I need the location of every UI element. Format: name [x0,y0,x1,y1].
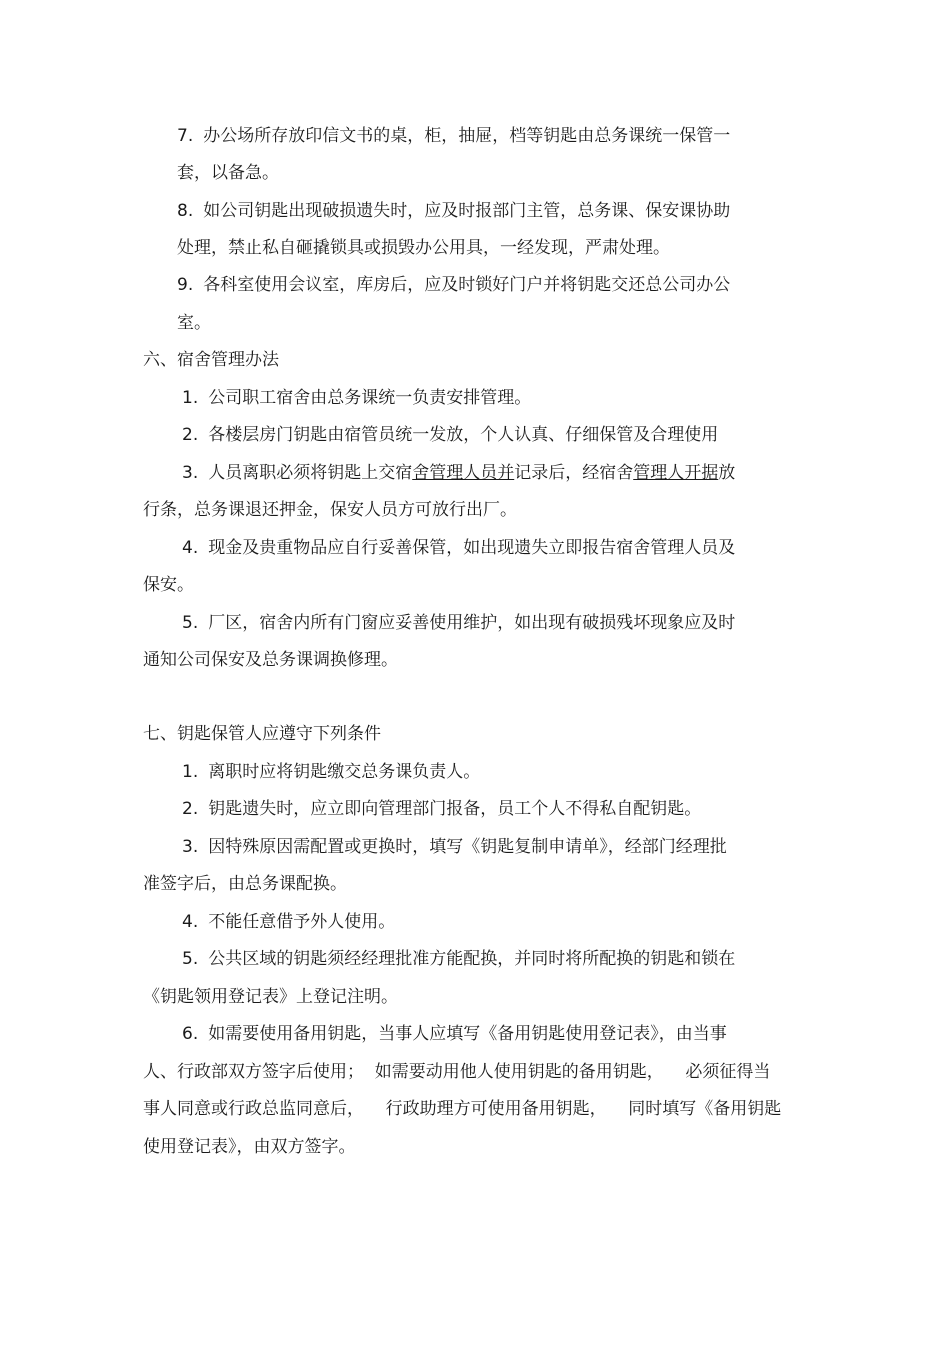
s7-item4 [182,911,395,933]
s6-item4-line2 [143,574,194,596]
s7-item6-line1 [182,1023,727,1045]
item9-line2 [177,312,211,334]
s7-item6-line2 [143,1061,770,1083]
item-number: 9. [177,275,194,295]
s7-item6-line4 [143,1136,356,1158]
item-number: 3. [182,837,199,857]
item-number: 1. [182,388,199,408]
item-number: 8. [177,201,194,221]
item-text: 放 [718,463,736,483]
section7-heading: 七、钥匙保管人应遵守下列条件 [143,724,381,744]
item-text: 如需要使用备用钥匙，当事人应填写《备用钥匙使用登记表》，由当事 [208,1024,727,1044]
item7-line1 [177,125,730,147]
item-text: 准签字后，由总务课配换。 [143,874,347,894]
s6-item4-line1 [182,537,735,559]
s6-item1 [182,387,531,409]
item-number: 4. [182,538,199,558]
item-text: 各科室使用会议室，库房后，应及时锁好门户并将钥匙交还总公司办公 [203,275,731,295]
item-number: 1. [182,762,199,782]
item-text: 公司职工宿舍由总务课统一负责安排管理。 [208,388,532,408]
item-number: 5. [182,613,199,633]
item-number: 5. [182,949,199,969]
item-text: 《钥匙领用登记表》上登记注明。 [143,987,398,1007]
item-number: 3. [182,463,199,483]
item-text: 使用登记表》，由双方签字。 [143,1137,356,1157]
s7-item2 [182,798,701,820]
item-number: 7. [177,126,194,146]
item-text: 记录后，经宿舍 [514,463,634,483]
s6-item2 [182,424,718,446]
underlined-text: 管理人开据 [633,463,719,483]
item-number: 4. [182,912,199,932]
item-text: 行条，总务课退还押金，保安人员方可放行出厂。 [143,500,517,520]
item-text: 现金及贵重物品应自行妥善保管，如出现遗失立即报告宿舍管理人员及 [208,538,736,558]
item-text: 厂区，宿舍内所有门窗应妥善使用维护，如出现有破损残坏现象应及时 [208,613,736,633]
item-text: 因特殊原因需配置或更换时，填写《钥匙复制申请单》，经部门经理批 [208,837,727,857]
item-text: 办公场所存放印信文书的桌，柜，抽屉，档等钥匙由总务课统一保管一 [203,126,731,146]
item-text: 各楼层房门钥匙由宿管员统一发放，个人认真、仔细保管及合理使用 [208,425,719,445]
item7-line2 [177,162,279,184]
section6-heading: 六、宿舍管理办法 [143,350,279,370]
s7-item3-line1 [182,836,727,858]
item8-line2 [177,237,670,259]
item-text: 人、行政部双方签字后使用； 如需要动用他人使用钥匙的备用钥匙， 必须征得当 [143,1062,771,1082]
item-text: 人员离职必须将钥匙上交宿 [208,463,413,483]
s7-item3-line2 [143,873,347,895]
item-text: 离职时应将钥匙缴交总务课负责人。 [208,762,481,782]
item-number: 6. [182,1024,199,1044]
item-text: 室。 [177,313,211,333]
s7-item5-line2 [143,986,398,1008]
s6-item5-line2 [143,649,398,671]
s6-item5-line1 [182,612,735,634]
item-text: 通知公司保安及总务课调换修理。 [143,650,398,670]
item-text: 套，以备急。 [177,163,279,183]
item-text: 保安。 [143,575,194,595]
s6-item3-line1 [182,462,735,484]
item-text: 钥匙遗失时，应立即向管理部门报备，员工个人不得私自配钥匙。 [208,799,702,819]
item-text: 事人同意或行政总监同意后， 行政助理方可使用备用钥匙， 同时填写《备用钥匙 [143,1099,782,1119]
item-text: 如公司钥匙出现破损遗失时，应及时报部门主管，总务课、保安课协助 [203,201,731,221]
item-text: 公共区域的钥匙须经经理批准方能配换，并同时将所配换的钥匙和锁在 [208,949,736,969]
underlined-text: 舍管理人员并 [412,463,515,483]
s6-item3-line2 [143,499,517,521]
s7-item5-line1 [182,948,735,970]
item-number: 2. [182,799,199,819]
item9-line1 [177,274,730,296]
item-number: 2. [182,425,199,445]
s7-item6-line3 [143,1098,781,1120]
item8-line1 [177,200,730,222]
item-text: 处理，禁止私自砸撬锁具或损毁办公用具，一经发现，严肃处理。 [177,238,670,258]
item-text: 不能任意借予外人使用。 [208,912,396,932]
s7-item1 [182,761,480,783]
